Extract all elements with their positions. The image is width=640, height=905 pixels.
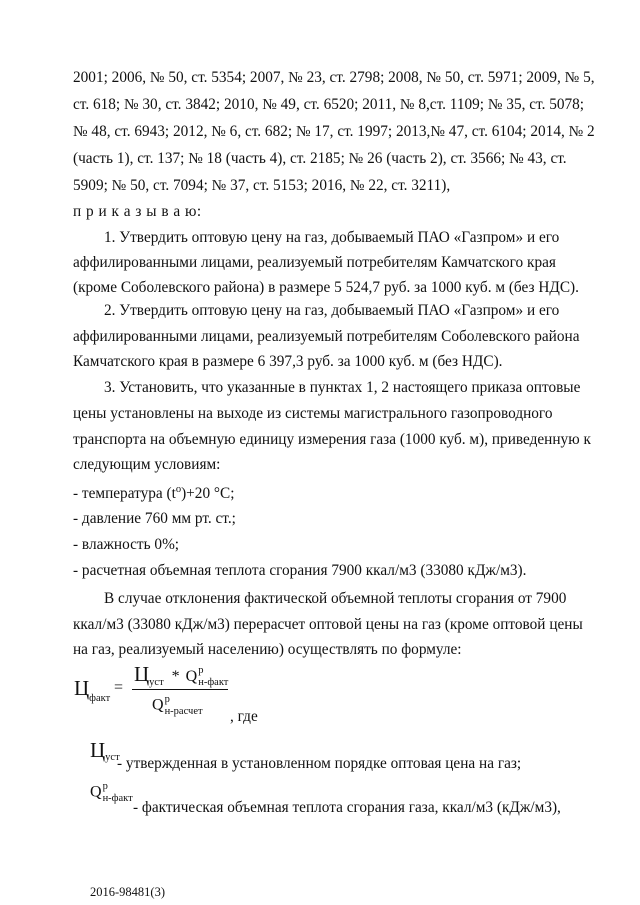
definition-symbol: Ц bbox=[90, 738, 106, 762]
definition-symbol: Q bbox=[90, 783, 102, 801]
formula-symbol: Q bbox=[185, 668, 198, 685]
citation-line-text: 2001; 2006, № 50, ст. 5354; 2007, № 23, ст. 2798; 2008, № 50, ст. 5971; 2009, № 5, bbox=[73, 69, 595, 86]
definition-subscript: н-факт bbox=[102, 793, 133, 804]
paragraph-line: В случае отклонения фактической объемной теплоты сгорания от 7900 bbox=[104, 590, 567, 607]
citation-line: (часть 1), ст. 137; № 18 (часть 4), ст. 2185; № 26 (часть 2), ст. 3566; № 43, ст. bbox=[73, 150, 567, 167]
paragraph-line: на газ, реализуемый населению) осуществлять по формуле: bbox=[73, 641, 462, 658]
formula-superscript: р bbox=[164, 694, 170, 705]
definition-item bbox=[90, 781, 133, 805]
formula-numerator bbox=[134, 662, 228, 689]
item-line: аффилированными лицами, реализуемый потребителям Соболевского района bbox=[73, 328, 580, 345]
formula-indices bbox=[103, 781, 133, 805]
citation-line bbox=[73, 69, 595, 87]
formula-symbol: Q bbox=[152, 696, 164, 714]
definition-text: - фактическая объемная теплота сгорания газа, ккал/м3 (кДж/м3), bbox=[133, 799, 561, 816]
condition-temperature bbox=[73, 484, 235, 503]
formula-subscript: н-расчет bbox=[164, 706, 203, 717]
formula-equals: = bbox=[114, 679, 124, 696]
item-line: 2. Утвердить оптовую цену на газ, добываемый ПАО «Газпром» и его bbox=[104, 302, 560, 319]
formula-multiply: * bbox=[171, 668, 180, 685]
item-line: следующим условиям: bbox=[73, 456, 221, 473]
definition-text: - утвержденная в установленном порядке оптовая цена на газ; bbox=[117, 755, 522, 772]
order-word: п р и к а з ы в а ю: bbox=[73, 203, 202, 220]
formula-symbol: Ц bbox=[134, 662, 150, 686]
formula-symbol: Ц bbox=[74, 676, 90, 700]
fraction-bar bbox=[132, 689, 228, 690]
document-footer-code: 2016-98481(3) bbox=[90, 885, 165, 899]
item-line: 3. Установить, что указанные в пунктах 1, 2 настоящего приказа оптовые bbox=[104, 379, 581, 396]
formula-subscript: н-факт bbox=[198, 677, 229, 689]
item-line: 1. Утвердить оптовую цену на газ, добываемый ПАО «Газпром» и его bbox=[104, 229, 560, 246]
formula-subscript: уст bbox=[149, 677, 164, 688]
citation-line: № 48, ст. 6943; 2012, № 6, ст. 682; № 17, ст. 1997; 2013,№ 47, ст. 6104; 2014, № 2 bbox=[73, 123, 595, 140]
condition-humidity: - влажность 0%; bbox=[73, 536, 180, 553]
formula-denominator bbox=[152, 694, 203, 718]
condition-pressure: - давление 760 мм рт. ст.; bbox=[73, 510, 236, 527]
item-line: цены установлены на выходе из системы магистрального газопроводного bbox=[73, 405, 553, 422]
formula-superscript: р bbox=[198, 665, 204, 677]
condition-text: )+20 °С; bbox=[181, 485, 235, 502]
formula-subscript: факт bbox=[89, 693, 111, 704]
formula-lhs bbox=[74, 676, 111, 704]
formula-indices bbox=[165, 694, 203, 718]
condition-text: - температура (t bbox=[73, 485, 176, 502]
definition-item bbox=[90, 738, 120, 762]
item-line: Камчатского края в размере 6 397,3 руб. за 1000 куб. м (без НДС). bbox=[73, 353, 503, 370]
definition-subscript: уст bbox=[105, 752, 120, 763]
formula-indices bbox=[198, 665, 228, 689]
citation-line: 5909; № 50, ст. 7094; № 37, ст. 5153; 2016, № 22, ст. 3211), bbox=[73, 177, 451, 194]
paragraph-line: ккал/м3 (33080 кДж/м3) перерасчет оптовой цены на газ (кроме оптовой цены bbox=[73, 616, 583, 633]
definition-superscript: р bbox=[102, 781, 108, 792]
formula-where: , где bbox=[230, 708, 258, 725]
item-line: аффилированными лицами, реализуемый потребителям Камчатского края bbox=[73, 254, 556, 271]
condition-heat: - расчетная объемная теплота сгорания 7900 ккал/м3 (33080 кДж/м3). bbox=[73, 562, 527, 579]
item-line: (кроме Соболевского района) в размере 5 524,7 руб. за 1000 куб. м (без НДС). bbox=[73, 279, 579, 296]
citation-line: ст. 618; № 30, ст. 3842; 2010, № 49, ст. 6520; 2011, № 8,ст. 1109; № 35, ст. 5078; bbox=[73, 96, 585, 113]
item-line: транспорта на объемную единицу измерения газа (1000 куб. м), приведенную к bbox=[73, 431, 591, 448]
degree-superscript: o bbox=[175, 484, 182, 495]
